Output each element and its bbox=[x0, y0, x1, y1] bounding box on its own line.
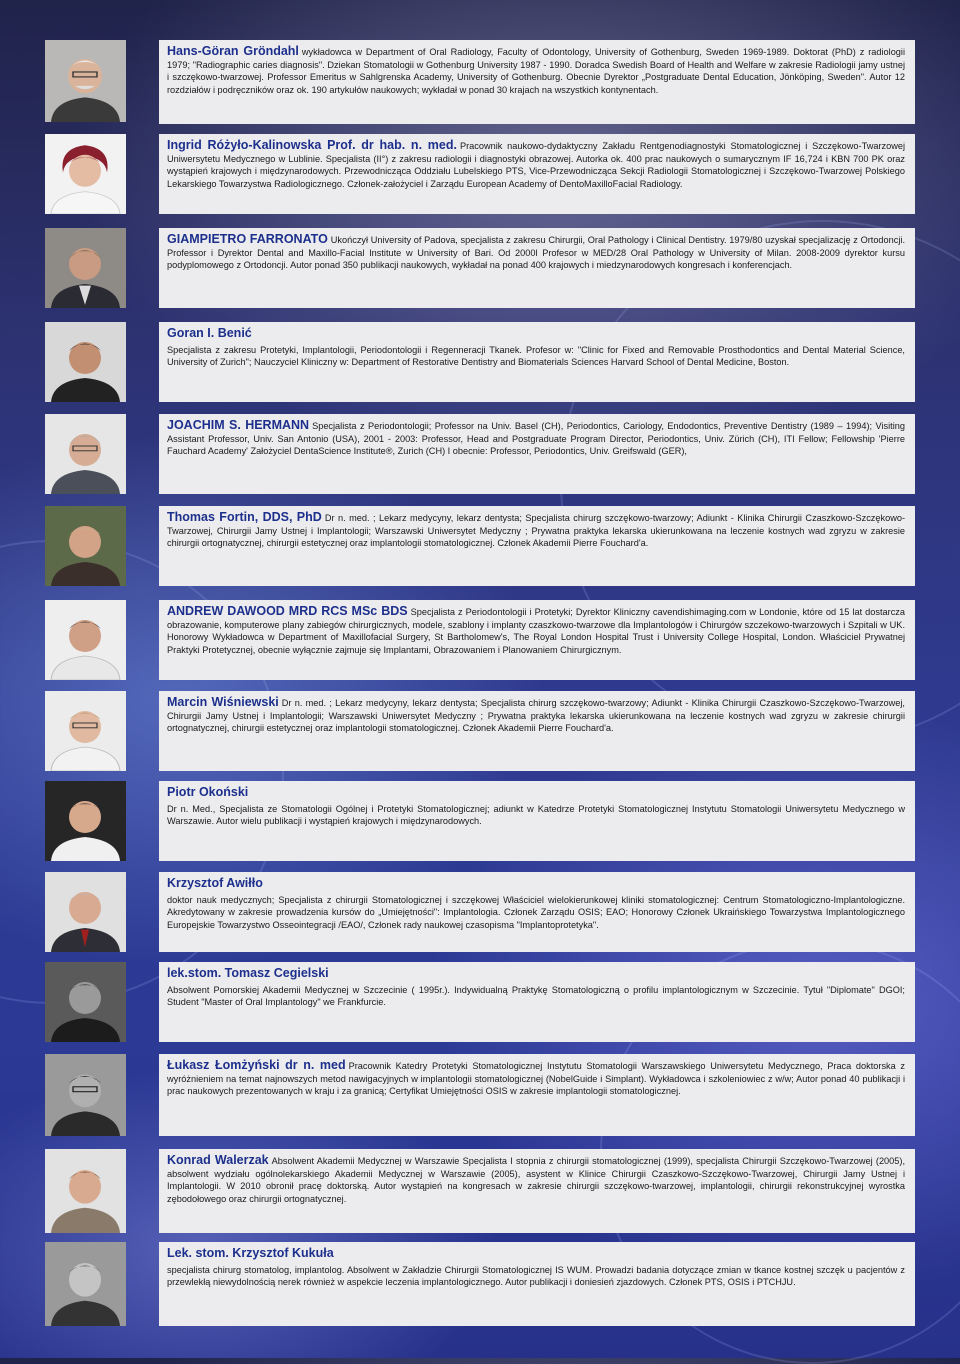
portrait-photo-icon bbox=[45, 414, 126, 494]
portrait-photo-icon bbox=[45, 134, 126, 214]
speaker-bio: Dr n. med. ; Lekarz medycyny, lekarz dentysta; Specjalista chirurg szczękowo-twarzowy; Adiunkt - Klinika Chirurgii Czaszkowo-Szczękowo-Twarzowej, Chirurgii Jamy Ustnej i Implantologii; Warszawski Uniwersytet Medyczny ; Prywatna praktyka lekarska ukierunkowana na leczenie kostnych wad zgryzu w zakresie chirurgii ortognatycznej, chirurgii estetycznej oraz implantologii stomatologicznej. Członek Akademii Pierre Fouchard'a. bbox=[167, 513, 905, 549]
speaker-entry bbox=[45, 1242, 915, 1326]
speaker-name: Hans-Göran Gröndahl bbox=[167, 44, 299, 58]
speaker-bio: Dr n. Med., Specjalista ze Stomatologii Ogólnej i Protetyki Stomatologicznej; adiunkt w Katedrze Protetyki Stomatologicznej Instytutu Stomatologii Uniwersytetu Medycznego w Warszawie. Autor wielu publikacji i wystąpień krajowych i międzynarodowych. bbox=[167, 803, 905, 827]
portrait-photo-icon bbox=[45, 1149, 126, 1233]
speaker-photo bbox=[45, 40, 126, 122]
portrait-photo-icon bbox=[45, 781, 126, 861]
speaker-card bbox=[159, 322, 915, 402]
portrait-photo-icon bbox=[45, 322, 126, 402]
speaker-photo bbox=[45, 1242, 126, 1326]
speaker-card bbox=[159, 872, 915, 952]
speaker-entry bbox=[45, 228, 915, 308]
portrait-photo-icon bbox=[45, 506, 126, 586]
speaker-card bbox=[159, 506, 915, 586]
speaker-card bbox=[159, 1149, 915, 1233]
speaker-bio: doktor nauk medycznych; Specjalista z chirurgii Stomatologicznej i szczękowej Właściciel wielokierunkowej kliniki stomatologicznej: Centrum Stomatologiczno-Implantologiczne. Akredytowany w zakresie prowadzenia kursów do „Umiejętności": Implantologia. Członek Zarządu OSIS; EAO; Honorowy Członek Ukraińskiego Towarzystwa Implantologicznego Europejskie Towarzystwo Osseointegracji /EAO/, Członek rady naukowej czasopisma "Implantoprotetyka". bbox=[167, 894, 905, 930]
speaker-entry bbox=[45, 134, 915, 214]
speaker-entry bbox=[45, 872, 915, 952]
speaker-card bbox=[159, 1054, 915, 1136]
speaker-bio: Specjalista z Periodontologii; Professor na Univ. Basel (CH), Periodontics, Cariology, Endodontics, Preventive Dentistry (1989 – 1994); Visiting Assistant Professor, Univ. San Antonio (USA), 2001 - 2003: Professor, Head and Postgraduate Program Director, Periodontics, Univ. Zürich (CH), ITI Fellow; Fellowship 'Pierre Fauchard Academy' Założyciel DentaScience Institute®, Zurich (CH) I obecnie: Professor, Periodontics, Univ. Greifswald (GER), bbox=[167, 421, 905, 457]
portrait-photo-icon bbox=[45, 228, 126, 308]
portrait-photo-icon bbox=[45, 1054, 126, 1136]
speaker-entry bbox=[45, 506, 915, 586]
speaker-photo bbox=[45, 228, 126, 308]
speaker-photo bbox=[45, 600, 126, 680]
speaker-photo bbox=[45, 506, 126, 586]
speaker-photo bbox=[45, 691, 126, 771]
portrait-photo-icon bbox=[45, 872, 126, 952]
portrait-photo-icon bbox=[45, 40, 126, 122]
speaker-bio: Dr n. med. ; Lekarz medycyny, lekarz dentysta; Specjalista chirurg szczękowo-twarzowy; Adiunkt - Klinika Chirurgii Czaszkowo-Szczękowo-Twarzowej, Chirurgii Jamy Ustnej i Implantologii; Warszawski Uniwersytet Medyczny ; Prywatna praktyka lekarska ukierunkowana na leczenie kostnych wad zgryzu w zakresie chirurgii ortognatycznej, chirurgii estetycznej oraz implantologii stomatologicznej. Członek Akademii Pierre Fouchard'a. bbox=[167, 698, 905, 734]
speaker-entry bbox=[45, 414, 915, 494]
speaker-name: Łukasz Łomżyński dr n. med bbox=[167, 1058, 346, 1072]
speaker-bio: Specjalista z zakresu Protetyki, Implantologii, Periodontologii i Regenneracji Tkanek. Profesor w: "Clinic for Fixed and Removable Prosthodontics and Dental Material Science, University of Zurich"; Nauczyciel Kliniczny w: Department of Restorative Dentistry and Biomaterials Sciences Harvard School of Dental Medicine, Boston. bbox=[167, 344, 905, 368]
speaker-card bbox=[159, 1242, 915, 1326]
speaker-entry bbox=[45, 962, 915, 1042]
speaker-card bbox=[159, 691, 915, 771]
portrait-photo-icon bbox=[45, 691, 126, 771]
portrait-photo-icon bbox=[45, 600, 126, 680]
speaker-photo bbox=[45, 322, 126, 402]
speaker-card bbox=[159, 40, 915, 124]
speaker-bio: Absolwent Pomorskiej Akademii Medycznej w Szczecinie ( 1995r.). Indywidualną Praktykę Stomatologiczną o profilu implantologicznym w Szczecinie. Tytuł "Diplomate" DGOI; Student "Master of Oral Implantology" we Frankfurcie. bbox=[167, 984, 905, 1008]
speaker-bio: wykładowca w Department of Oral Radiology, Faculty of Odontology, University of Gothenburg, Sweden 1969-1989. Doktorat (PhD) z radiologii 1979; "Radiographic caries diagnosis". Dziekan Stomatologii w Gothenburg University 1987 - 1990. Doradca Swedish Board of Health and Welfare w zakresie Radiologii jamy ustnej i szczękowo-twarzowej. Professor Emeritus w Sahlgrenska Academy, University of Gothenburg. Obecnie Dyrektor „Postgraduate Dental Education, Jönköping, Sweden". Autor 12 rozdziałów i podręczników oraz ok. 190 artykułów naukowych; wykładał w ponad 30 krajach na wszystkich kontynentach. bbox=[167, 47, 905, 95]
speaker-entry bbox=[45, 1054, 915, 1136]
speaker-name: Konrad Walerzak bbox=[167, 1153, 269, 1167]
speaker-card bbox=[159, 600, 915, 680]
speaker-entry bbox=[45, 40, 915, 124]
speaker-card bbox=[159, 228, 915, 308]
speaker-bio: Absolwent Akademii Medycznej w Warszawie Specjalista I stopnia z chirurgii stomatologicznej (1999), specjalista Chirurgii Szczękowo-Twarzowej (2005), absolwent wydziału ogólnolekarskiego Akademii Medycznej w Warszawie (2005), asystent w Klinice Chirurgii Czaszkowo-Szczękowo-Twarzowej, Chirurgii Jamy Ustnej i Implantologii. W 2010 obronił pracę doktorską. Autor wystąpień na kongresach w zakresie chirurgii szczękowo-twarzowej, implantologii, chirurgii rekonstrukcyjnej wyrostka zębodołowego oraz chirurgii ortognatycznej. bbox=[167, 1156, 905, 1204]
speaker-name: lek.stom. Tomasz Cegielski bbox=[167, 966, 329, 980]
speaker-card bbox=[159, 962, 915, 1042]
speaker-entry bbox=[45, 322, 915, 402]
speaker-photo bbox=[45, 414, 126, 494]
speaker-name: GIAMPIETRO FARRONATO bbox=[167, 232, 328, 246]
speaker-bio: Pracownik naukowo-dydaktyczny Zakładu Rentgenodiagnostyki Stomatologicznej i Szczękowo-Twarzowej Uniwersytetu Medycznego w Lublinie. Specjalista (II°) z zakresu radiologii i diagnostyki obrazowej. Autorka ok. 400 prac naukowych o sumarycznym IF 16,724 i KBN 700 PK oraz wystąpień krajowych i międzynarodowych. Przewodnicząca Oddziału Lubelskiego PTS, Vice-Przewodnicząca Sekcji Radiologii Stomatologicznej i Szczękowo-Twarzowej Polskiego Lekarskiego Towarzystwa Radiologicznego. Członek-założyciel i Zarządu European Academy of DentoMaxilloFacial Radiology. bbox=[167, 141, 905, 189]
speaker-photo bbox=[45, 781, 126, 861]
speaker-card bbox=[159, 414, 915, 494]
speaker-card bbox=[159, 134, 915, 214]
speaker-entry bbox=[45, 600, 915, 680]
speaker-name: Goran I. Benić bbox=[167, 326, 252, 340]
speaker-bio: Specjalista z Periodontologii i Protetyki; Dyrektor Kliniczny cavendishimaging.com w Londonie, które od 15 lat dostarcza obrazowanie, komputerowe plany zabiegów chirurgicznych, modele, szablony i implanty czaszkowo-twarzowe dla Implantologów i Chirurgów szczekowo-twarzowych i Szpitali w UK. Honorowy Wykładowca w Department of Maxillofacial Surgery, St Bartholomew's, The Royal London Hospital Trust i University College Hospital, London. Właściciel Prywatnej Praktyki Protetycznej, obecnie wyłącznie zajmuje się Implantami, Obrazowaniem i Planowaniem Chirurgicznym. bbox=[167, 607, 905, 655]
speaker-name: Lek. stom. Krzysztof Kukuła bbox=[167, 1246, 334, 1260]
portrait-photo-icon bbox=[45, 962, 126, 1042]
speaker-photo bbox=[45, 134, 126, 214]
speaker-photo bbox=[45, 1149, 126, 1233]
speaker-photo bbox=[45, 962, 126, 1042]
speaker-name: Ingrid Różyło-Kalinowska Prof. dr hab. n. med. bbox=[167, 138, 457, 152]
portrait-photo-icon bbox=[45, 1242, 126, 1326]
speaker-name: Marcin Wiśniewski bbox=[167, 695, 279, 709]
speaker-name: JOACHIM S. HERMANN bbox=[167, 418, 310, 432]
speaker-photo bbox=[45, 1054, 126, 1136]
speaker-photo bbox=[45, 872, 126, 952]
speaker-bio: Ukończył University of Padova, specjalista z zakresu Chirurgii, Oral Pathology i Clinical Dentistry. 1979/80 uzyskał specjalizację z Ortodoncji. Professor i Dyrektor Dental and Maxillo-Facial Institute w University of Bari. Od 2000l Profesor w MED/28 Oral Pathology w University of Milan. 2008-2009 dyrektor kursu podyplomowego z Ortodoncji. Autor ponad 350 publikacji naukowych, wykładał na ponad 400 krajowych i miedzynarodowych kongresach i konferencjach. bbox=[167, 235, 905, 271]
speaker-entry bbox=[45, 781, 915, 861]
speaker-name: Krzysztof Awiłło bbox=[167, 876, 263, 890]
speaker-entry bbox=[45, 1149, 915, 1233]
speaker-name: Piotr Okoński bbox=[167, 785, 249, 799]
speaker-bio: Pracownik Katedry Protetyki Stomatologicznej Instytutu Stomatologii Warszawskiego Uniwersytetu Medycznego, Praca doktorska z wyróżnieniem na temat najnowszych metod nawigacyjnych w implantologii stomatologicznej (NobelGuide i Simplant). Wykładowca i szkoleniowiec z w/w; Autor ponad 40 publikacji i prac naukowych prezentowanych w kraju i za granicą; Certyfikat Umiejętności OSIS w zakresie implantologii stomatologicznej. bbox=[167, 1061, 905, 1097]
speaker-name: Thomas Fortin, DDS, PhD bbox=[167, 510, 322, 524]
speaker-bio: specjalista chirurg stomatolog, implantolog. Absolwent w Zakładzie Chirurgii Stomatologicznej IS WUM. Prowadzi badania dotyczące zmian w tkance kostnej szczęk u pacjentów z przewlekłą niewydolnością nerek również w aspekcie leczenia implantologicznego. Autor publikacji i doniesień zjazdowych. Członek PTS, OSIS i PTCHJU. bbox=[167, 1264, 905, 1288]
speaker-name: ANDREW DAWOOD MRD RCS MSc BDS bbox=[167, 604, 408, 618]
speaker-entry bbox=[45, 691, 915, 771]
speaker-card bbox=[159, 781, 915, 861]
